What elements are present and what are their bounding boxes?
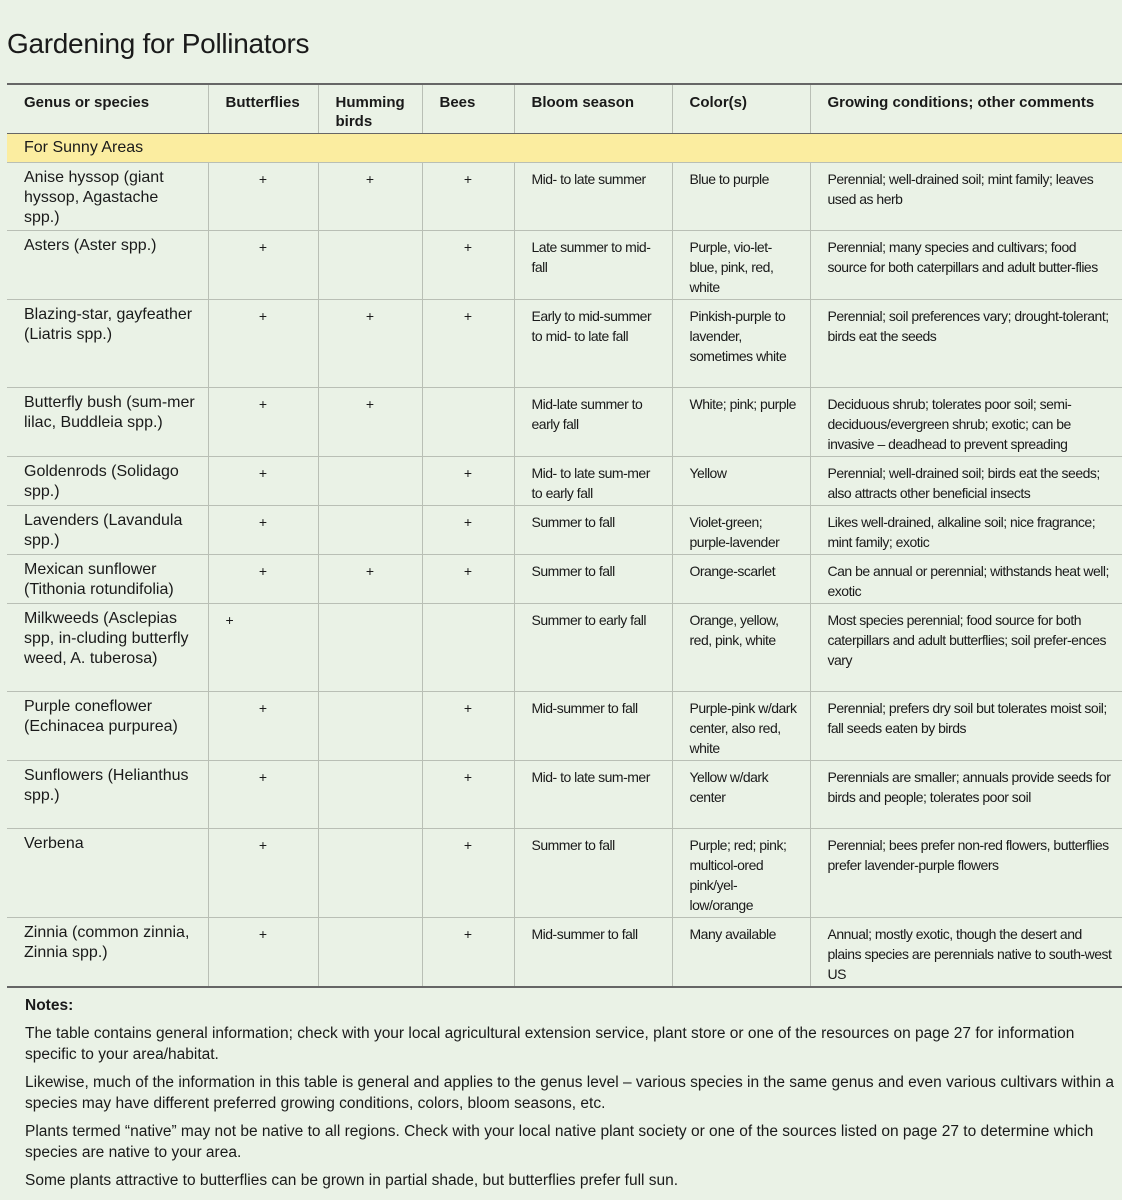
plant-name: Anise hyssop (giant hyssop, Agastache spp.) <box>7 163 208 231</box>
header-colors: Color(s) <box>672 84 810 134</box>
growing-comments: Most species perennial; food source for both caterpillars and adult butterflies; soil prefer-ences vary <box>810 604 1122 692</box>
plant-name: Blazing-star, gayfeather (Liatris spp.) <box>7 300 208 388</box>
plant-colors: Violet-green; purple-lavender <box>672 506 810 555</box>
plant-colors: Yellow <box>672 457 810 506</box>
bloom-season: Summer to fall <box>514 506 672 555</box>
hummingbirds-mark <box>318 231 422 300</box>
butterflies-mark: + <box>208 388 318 457</box>
header-bees: Bees <box>422 84 514 134</box>
butterflies-mark: + <box>208 761 318 829</box>
growing-comments: Perennial; soil preferences vary; drought-tolerant; birds eat the seeds <box>810 300 1122 388</box>
plant-colors: Many available <box>672 918 810 988</box>
bloom-season: Mid- to late sum-mer <box>514 761 672 829</box>
butterflies-mark: + <box>208 300 318 388</box>
growing-comments: Perennials are smaller; annuals provide seeds for birds and people; tolerates poor soil <box>810 761 1122 829</box>
hummingbirds-mark: + <box>318 388 422 457</box>
bees-mark <box>422 388 514 457</box>
header-growing-conditions: Growing conditions; other comments <box>810 84 1122 134</box>
plant-colors: Orange, yellow, red, pink, white <box>672 604 810 692</box>
table-row <box>7 506 1122 555</box>
table-header-row <box>7 84 1122 134</box>
section-label: For Sunny Areas <box>7 134 1122 163</box>
table-row <box>7 457 1122 506</box>
header-hummingbirds: Humming birds <box>318 84 422 134</box>
butterflies-mark: + <box>208 231 318 300</box>
table-row <box>7 604 1122 692</box>
plant-colors: Orange-scarlet <box>672 555 810 604</box>
bloom-season: Mid- to late sum-mer to early fall <box>514 457 672 506</box>
growing-comments: Deciduous shrub; tolerates poor soil; semi-deciduous/evergreen shrub; exotic; can be invasive – deadhead to prevent spreading <box>810 388 1122 457</box>
growing-comments: Perennial; many species and cultivars; food source for both caterpillars and adult butter-flies <box>810 231 1122 300</box>
butterflies-mark: + <box>208 163 318 231</box>
plant-colors: Purple; red; pink; multicol-ored pink/yel-low/orange <box>672 829 810 918</box>
bees-mark: + <box>422 300 514 388</box>
plant-name: Lavenders (Lavandula spp.) <box>7 506 208 555</box>
plant-name: Goldenrods (Solidago spp.) <box>7 457 208 506</box>
bloom-season: Mid-summer to fall <box>514 918 672 988</box>
bees-mark: + <box>422 692 514 761</box>
bloom-season: Late summer to mid-fall <box>514 231 672 300</box>
bees-mark: + <box>422 457 514 506</box>
growing-comments: Can be annual or perennial; withstands heat well; exotic <box>810 555 1122 604</box>
hummingbirds-mark: + <box>318 555 422 604</box>
butterflies-mark: + <box>208 555 318 604</box>
note-item: Likewise, much of the information in this table is general and applies to the genus level – various species in the same genus and even various cultivars within a species may have different preferred growing conditions, colors, bloom seasons, etc. <box>25 1074 1115 1112</box>
table-row <box>7 692 1122 761</box>
hummingbirds-mark <box>318 829 422 918</box>
plant-name: Purple coneflower (Echinacea purpurea) <box>7 692 208 761</box>
hummingbirds-mark <box>318 918 422 988</box>
growing-comments: Annual; mostly exotic, though the desert and plains species are perennials native to south-west US <box>810 918 1122 988</box>
plant-colors: Yellow w/dark center <box>672 761 810 829</box>
notes <box>25 995 1115 1198</box>
table-row <box>7 300 1122 388</box>
hummingbirds-mark <box>318 692 422 761</box>
growing-comments: Perennial; well-drained soil; mint family; leaves used as herb <box>810 163 1122 231</box>
table-row <box>7 231 1122 300</box>
bees-mark: + <box>422 918 514 988</box>
plant-name: Mexican sunflower (Tithonia rotundifolia) <box>7 555 208 604</box>
hummingbirds-mark <box>318 457 422 506</box>
hummingbirds-mark <box>318 506 422 555</box>
plant-colors: Pinkish-purple to lavender, sometimes white <box>672 300 810 388</box>
butterflies-mark: + <box>208 692 318 761</box>
bloom-season: Summer to fall <box>514 555 672 604</box>
plant-name: Sunflowers (Helianthus spp.) <box>7 761 208 829</box>
butterflies-mark: + <box>208 604 318 692</box>
plant-colors: White; pink; purple <box>672 388 810 457</box>
bees-mark: + <box>422 761 514 829</box>
plant-name: Butterfly bush (sum-mer lilac, Buddleia spp.) <box>7 388 208 457</box>
header-genus: Genus or species <box>7 84 208 134</box>
bees-mark <box>422 604 514 692</box>
table-row <box>7 555 1122 604</box>
bloom-season: Early to mid-summer to mid- to late fall <box>514 300 672 388</box>
plant-colors: Purple, vio-let-blue, pink, red, white <box>672 231 810 300</box>
section-row <box>7 134 1122 163</box>
page-title: Gardening for Pollinators <box>7 28 310 59</box>
bees-mark: + <box>422 506 514 555</box>
header-bloom-season: Bloom season <box>514 84 672 134</box>
bloom-season: Summer to fall <box>514 829 672 918</box>
butterflies-mark: + <box>208 918 318 988</box>
bloom-season: Summer to early fall <box>514 604 672 692</box>
hummingbirds-mark: + <box>318 163 422 231</box>
notes-heading: Notes: <box>25 997 74 1014</box>
note-item: The table contains general information; check with your local agricultural extension service, plant store or one of the resources on page 27 for information specific to your area/habitat. <box>25 1025 1075 1063</box>
hummingbirds-mark: + <box>318 300 422 388</box>
table-row <box>7 918 1122 988</box>
plant-name: Milkweeds (Asclepias spp, in-cluding butterfly weed, A. tuberosa) <box>7 604 208 692</box>
plant-name: Zinnia (common zinnia, Zinnia spp.) <box>7 918 208 988</box>
header-butterflies: Butterflies <box>208 84 318 134</box>
bloom-season: Mid- to late summer <box>514 163 672 231</box>
bloom-season: Mid-late summer to early fall <box>514 388 672 457</box>
table-row <box>7 829 1122 918</box>
hummingbirds-mark <box>318 761 422 829</box>
plant-name: Asters (Aster spp.) <box>7 231 208 300</box>
butterflies-mark: + <box>208 829 318 918</box>
pollinator-plants-table <box>7 83 1122 988</box>
table-row <box>7 388 1122 457</box>
note-item: Some plants attractive to butterflies can be grown in partial shade, but butterflies prefer full sun. <box>25 1172 679 1189</box>
growing-comments: Perennial; bees prefer non-red flowers, butterflies prefer lavender-purple flowers <box>810 829 1122 918</box>
table-row <box>7 761 1122 829</box>
bees-mark: + <box>422 231 514 300</box>
plant-colors: Purple-pink w/dark center, also red, white <box>672 692 810 761</box>
growing-comments: Likes well-drained, alkaline soil; nice fragrance; mint family; exotic <box>810 506 1122 555</box>
plant-name: Verbena <box>7 829 208 918</box>
bees-mark: + <box>422 555 514 604</box>
bees-mark: + <box>422 829 514 918</box>
bees-mark: + <box>422 163 514 231</box>
growing-comments: Perennial; prefers dry soil but tolerates moist soil; fall seeds eaten by birds <box>810 692 1122 761</box>
plant-colors: Blue to purple <box>672 163 810 231</box>
growing-comments: Perennial; well-drained soil; birds eat the seeds; also attracts other beneficial insects <box>810 457 1122 506</box>
bloom-season: Mid-summer to fall <box>514 692 672 761</box>
hummingbirds-mark <box>318 604 422 692</box>
butterflies-mark: + <box>208 457 318 506</box>
table-row <box>7 163 1122 231</box>
note-item: Plants termed “native” may not be native to all regions. Check with your local native plant society or one of the sources listed on page 27 to determine which species are native to your area. <box>25 1123 1094 1161</box>
butterflies-mark: + <box>208 506 318 555</box>
